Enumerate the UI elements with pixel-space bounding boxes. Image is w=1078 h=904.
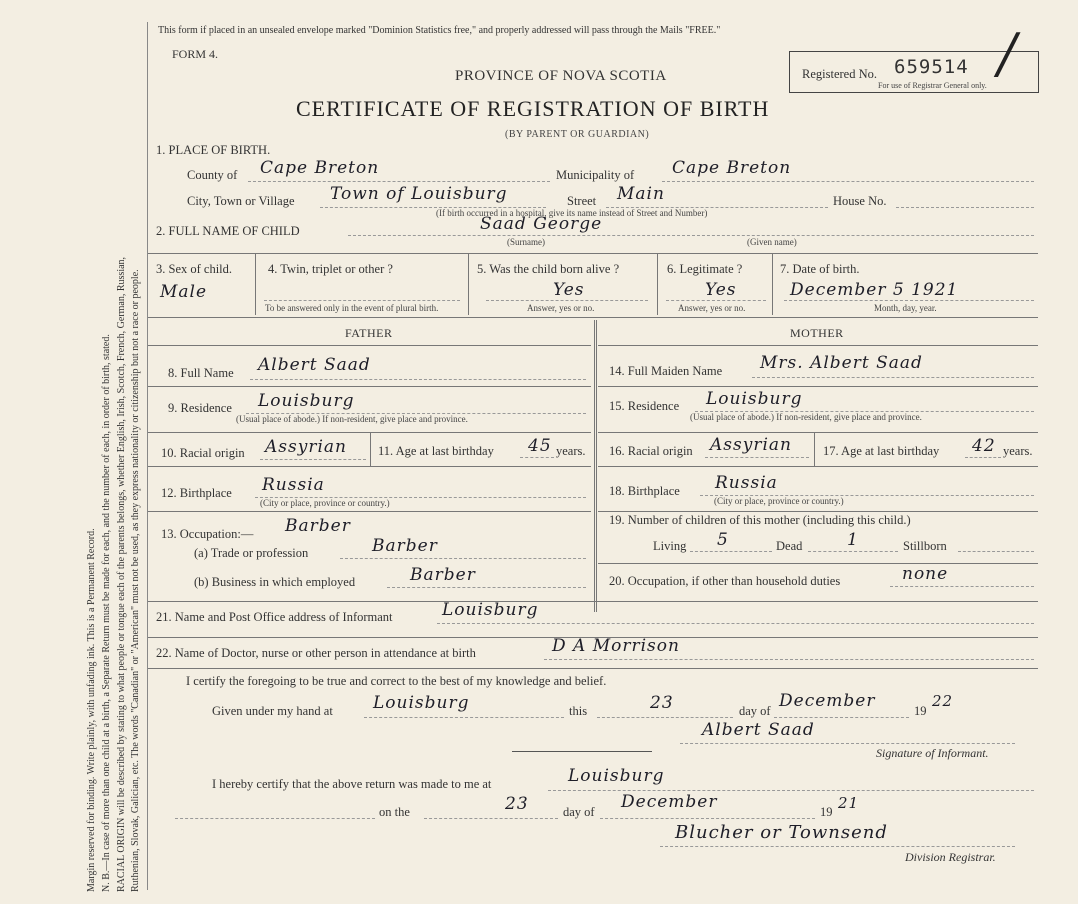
cert-month-value: December [779,691,876,711]
mail-notice: This form if placed in an unsealed envelope marked "Dominion Statistics free," and properly addressed will pass through the Mails "FREE." [158,25,721,36]
cert-day-of-label: day of [739,704,771,718]
mother-residence-label: 15. Residence [609,399,680,413]
dob-value: December 5 1921 [790,280,959,300]
informant-signature: Albert Saad [702,720,815,740]
municipality-value: Cape Breton [672,158,792,178]
informant-signature-label: Signature of Informant. [876,746,989,760]
mother-birthplace-value: Russia [715,473,778,493]
father-birthplace-value: Russia [262,475,325,495]
child-name-value: Saad George [480,214,603,234]
given-under-label: Given under my hand at [212,704,333,718]
surname-note: (Surname) [507,237,545,247]
registered-number-box [789,22,1039,93]
division-registrar-label: Division Registrar. [905,850,996,864]
living-label: Living [653,539,687,553]
father-birthplace-note: (City or place, province or country.) [260,498,390,508]
return-year-prefix: 19 [820,805,833,819]
city-value: Town of Louisburg [330,184,508,204]
check-mark: / [998,22,1017,85]
certify-statement: I certify the foregoing to be true and correct to the best of my knowledge and belief. [186,674,607,688]
twin-label: 4. Twin, triplet or other ? [268,262,393,276]
alive-value: Yes [553,280,585,300]
father-name-value: Albert Saad [258,355,371,375]
margin-rule [147,22,148,890]
mother-age-label: 17. Age at last birthday [823,444,940,458]
dob-label: 7. Date of birth. [780,262,860,276]
sex-label: 3. Sex of child. [156,262,233,276]
child-name-label: 2. FULL NAME OF CHILD [156,224,300,238]
father-birthplace-label: 12. Birthplace [161,486,232,500]
mother-occupation-value: none [902,564,949,584]
return-place-value: Louisburg [568,766,665,786]
registered-label: Registered No. [802,67,877,81]
living-value: 5 [717,530,729,550]
street-label: Street [567,194,597,208]
given-place-value: Louisburg [373,693,470,713]
father-residence-note: (Usual place of abode.) If non-resident, give place and province. [236,414,468,424]
return-day-value: 23 [505,794,529,814]
father-residence-value: Louisburg [258,391,355,411]
father-name-label: 8. Full Name [168,366,234,380]
father-trade-value: Barber [372,536,438,556]
mother-heading: MOTHER [790,326,844,340]
return-year-suffix: 21 [838,794,860,812]
mother-name-label: 14. Full Maiden Name [609,364,723,378]
house-label: House No. [833,194,887,208]
informant-label: 21. Name and Post Office address of Informant [156,610,393,624]
mother-name-value: Mrs. Albert Saad [760,353,923,373]
stillborn-label: Stillborn [903,539,947,553]
county-label: County of [187,168,238,182]
father-trade-label: (a) Trade or profession [194,546,309,560]
certificate-title: CERTIFICATE OF REGISTRATION OF BIRTH [296,96,770,121]
informant-value: Louisburg [442,600,539,620]
father-occupation-label: 13. Occupation:— [161,527,254,541]
binding-margin [0,0,150,904]
given-name-note: (Given name) [747,237,797,247]
province-heading: PROVINCE OF NOVA SCOTIA [455,68,667,84]
mother-race-label: 16. Racial origin [609,444,693,458]
father-occupation-value: Barber [285,516,351,536]
alive-note: Answer, yes or no. [527,303,595,313]
father-heading: FATHER [345,326,393,340]
legitimate-label: 6. Legitimate ? [667,262,743,276]
city-label: City, Town or Village [187,194,295,208]
dead-value: 1 [847,530,859,550]
twin-note: To be answered only in the event of plural birth. [265,303,439,313]
on-the-label: on the [379,805,410,819]
street-value: Main [617,184,665,204]
father-race-label: 10. Racial origin [161,446,245,460]
mother-years: years. [1003,444,1033,458]
children-count-label: 19. Number of children of this mother (including this child.) [609,513,911,527]
place-of-birth-heading: 1. PLACE OF BIRTH. [156,143,271,157]
mother-occupation-label: 20. Occupation, if other than household duties [609,574,841,588]
father-years: years. [556,444,586,458]
mother-birthplace-label: 18. Birthplace [609,484,680,498]
county-value: Cape Breton [260,158,380,178]
father-residence-label: 9. Residence [168,401,232,415]
return-statement: I hereby certify that the above return was made to me at [212,777,492,791]
return-day-of-label: day of [563,805,595,819]
mother-residence-note: (Usual place of abode.) If non-resident, give place and province. [690,412,922,422]
certificate-subtitle: (BY PARENT OR GUARDIAN) [505,129,650,140]
municipality-label: Municipality of [556,168,635,182]
doctor-value: D A Morrison [552,636,680,656]
mother-race-value: Assyrian [710,435,792,455]
legitimate-value: Yes [705,280,737,300]
dead-label: Dead [776,539,803,553]
mother-residence-value: Louisburg [706,389,803,409]
legitimate-note: Answer, yes or no. [678,303,746,313]
mother-birthplace-note: (City or place, province or country.) [714,496,844,506]
doctor-label: 22. Name of Doctor, nurse or other person in attendance at birth [156,646,476,660]
form-number: FORM 4. [172,47,219,61]
margin-instruction-2: N. B.—In case of more than one child at a birth, a Separate Return must be made for each, and the number of each, in order of birth, stated. [101,334,112,892]
dob-note: Month, day, year. [874,303,937,313]
father-age-label: 11. Age at last birthday [378,444,494,458]
cert-day-value: 23 [650,693,674,713]
sex-value: Male [160,282,208,302]
margin-instruction-3: RACIAL ORIGIN will be described by stating to what people or tongue each of the parents belongs, whether English, Irish, Scotch, French, German, Russian, [116,256,127,892]
registrar-signature: Blucher or Townsend [675,822,888,843]
cert-year-prefix: 19 [914,704,927,718]
father-age-value: 45 [528,436,552,456]
return-month-value: December [621,792,718,812]
this-label: this [569,704,588,718]
father-business-value: Barber [410,565,476,585]
mother-age-value: 42 [972,436,996,456]
registered-number: 659514 [894,56,969,78]
cert-year-suffix: 22 [932,692,954,710]
father-business-label: (b) Business in which employed [194,575,356,589]
father-race-value: Assyrian [265,437,347,457]
margin-instruction-1: Margin reserved for binding. Write plainly, with unfading ink. This is a Permanent Record. [86,528,97,892]
hospital-note: (If birth occurred in a hospital, give its name instead of Street and Number) [436,208,708,218]
margin-instruction-4: Ruthenian, Slovak, Galician, etc. The words "Canadian" or "American" must not be used, as they express nationality or citizenship but not a race or people. [130,269,141,892]
alive-label: 5. Was the child born alive ? [477,262,620,276]
registrar-note: For use of Registrar General only. [878,81,987,90]
